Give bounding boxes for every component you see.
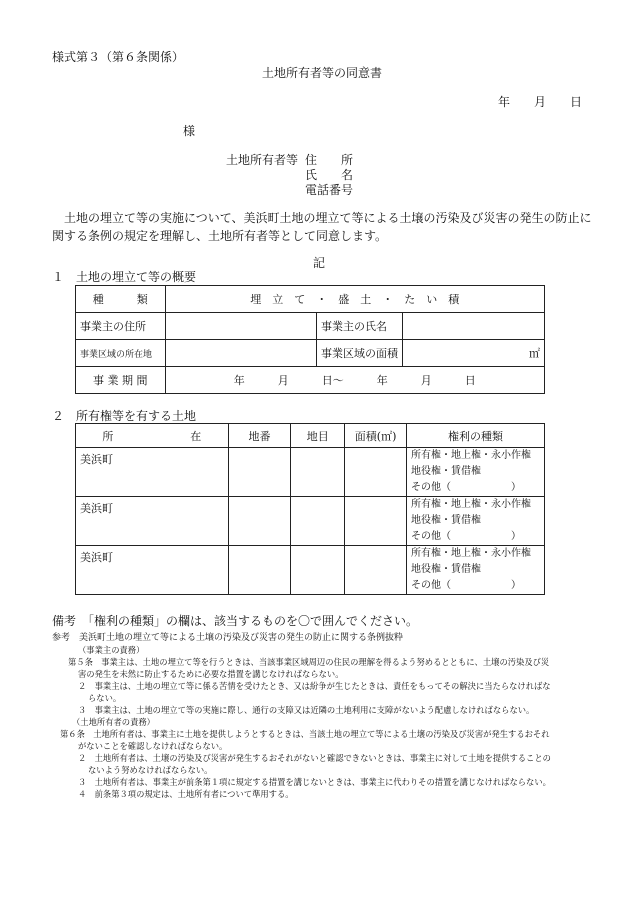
row-lot-number[interactable] [228,448,291,497]
page-title: 土地所有者等の同意書 [262,66,383,80]
reference-line: ２ 土地所有者は、土壌の汚染及び災害が発生するおそれがないと確認できないときは、事業主に対して土地を提供することの [78,753,551,763]
period-value: 年 月 日～ 年 月 日 [165,367,544,394]
row-land-category[interactable] [291,546,345,595]
row-lot-number[interactable] [228,497,291,546]
period-label: 事 業 期 間 [76,367,166,394]
business-name-label: 事業主の氏名 [317,313,403,340]
col-header-land-category: 地目 [291,424,345,448]
section1-heading: １ 土地の埋立て等の概要 [52,270,197,284]
area-location-label: 事業区域の所在地 [76,340,166,367]
row-lot-number[interactable] [228,546,291,595]
row-rights [407,546,545,595]
date-line: 年 月 日 [498,95,583,109]
business-name-value[interactable] [403,313,545,340]
overview-table [75,285,545,394]
col-header-area: 面積(㎡) [345,424,407,448]
table-row [76,546,545,595]
rights-line: 所有権・地上権・永小作権 [411,450,532,461]
row-land-category[interactable] [291,448,345,497]
owner-name-label: 氏 名 [305,168,354,182]
reference-line: 第６条 土地所有者は、事業主に土地を提供しようとするときは、当該土地の埋立て等による土壌の汚染及び災害が発生するおそれ [60,729,550,739]
table-row [76,448,545,497]
row-area[interactable] [345,497,407,546]
col-header-rights: 権利の種類 [407,424,545,448]
reference-line: 第５条 事業主は、土地の埋立て等を行うときは、当該事業区域周辺の住民の理解を得るよう努めるとともに、土壌の汚染及び災 [68,657,550,667]
consent-text-line-1: 土地の埋立て等の実施について、美浜町土地の埋立て等による土壌の汚染及び災害の発生の防止に [52,211,592,225]
business-address-label: 事業主の住所 [76,313,166,340]
area-size-label: 事業区域の面積 [317,340,403,367]
reference-heading: 参考 美浜町土地の埋立て等による土壌の汚染及び災害の発生の防止に関する条例抜粋 [52,633,404,643]
row-area[interactable] [345,546,407,595]
rights-line: その他（ ） [411,531,522,542]
area-unit: ㎡ [403,340,545,367]
reference-line: がないことを確認しなければならない。 [78,741,228,751]
rights-line: その他（ ） [411,580,522,591]
ki-marker: 記 [313,256,326,270]
reference-line: ３ 土地所有者は、事業主が前条第１項に規定する措置を講じないときは、事業主に代わりその措置を講じなければならない。 [78,777,551,787]
type-label: 種 類 [76,286,166,313]
section2-heading: ２ 所有権等を有する土地 [52,409,197,423]
reference-line: ４ 前条第３項の規定は、土地所有者について準用する。 [78,789,294,799]
form-number: 様式第３（第６条関係） [52,50,185,64]
business-address-value[interactable] [165,313,316,340]
addressee-suffix: 様 [183,124,196,138]
reference-line: らない。 [88,693,122,703]
reference-line: （土地所有者の責務） [72,717,155,727]
type-options: 埋 立 て ・ 盛 土 ・ た い 積 [165,286,544,313]
owner-label: 土地所有者等 [226,153,299,167]
row-land-category[interactable] [291,497,345,546]
biko-note: 備考 「権利の種類」の欄は、該当するものを〇で囲んでください。 [52,614,419,628]
rights-line: 所有権・地上権・永小作権 [411,499,532,510]
col-header-location: 所 在 [76,424,229,448]
area-location-value[interactable] [165,340,316,367]
consent-text-line-2: 関する条例の規定を理解し、土地所有者等として同意します。 [52,229,388,243]
reference-line: ３ 事業主は、土地の埋立て等の実施に際し、通行の支障又は近隣の土地利用に支障がないよう配慮しなければならない。 [78,705,535,715]
reference-line: 害の発生を未然に防止するために必要な措置を講じなければならない。 [78,669,344,679]
reference-line: （事業主の責務） [78,645,145,655]
reference-line: ないよう努めなければならない。 [88,765,213,775]
rights-line: 地役権・賃借権 [411,466,482,477]
rights-line: 地役権・賃借権 [411,564,482,575]
rights-line: その他（ ） [411,482,522,493]
owner-phone-label: 電話番号 [305,183,354,197]
land-table [75,423,545,595]
row-area[interactable] [345,448,407,497]
row-rights [407,497,545,546]
row-rights [407,448,545,497]
row-location: 美浜町 [76,448,229,497]
col-header-lot-number: 地番 [228,424,291,448]
rights-line: 所有権・地上権・永小作権 [411,548,532,559]
rights-line: 地役権・賃借権 [411,515,482,526]
owner-address-label: 住 所 [305,153,354,167]
row-location: 美浜町 [76,497,229,546]
table-row [76,497,545,546]
reference-line: ２ 事業主は、土地の埋立て等に係る苦情を受けたとき、又は紛争が生じたときは、責任をもってその解決に当たらなければな [78,681,551,691]
row-location: 美浜町 [76,546,229,595]
